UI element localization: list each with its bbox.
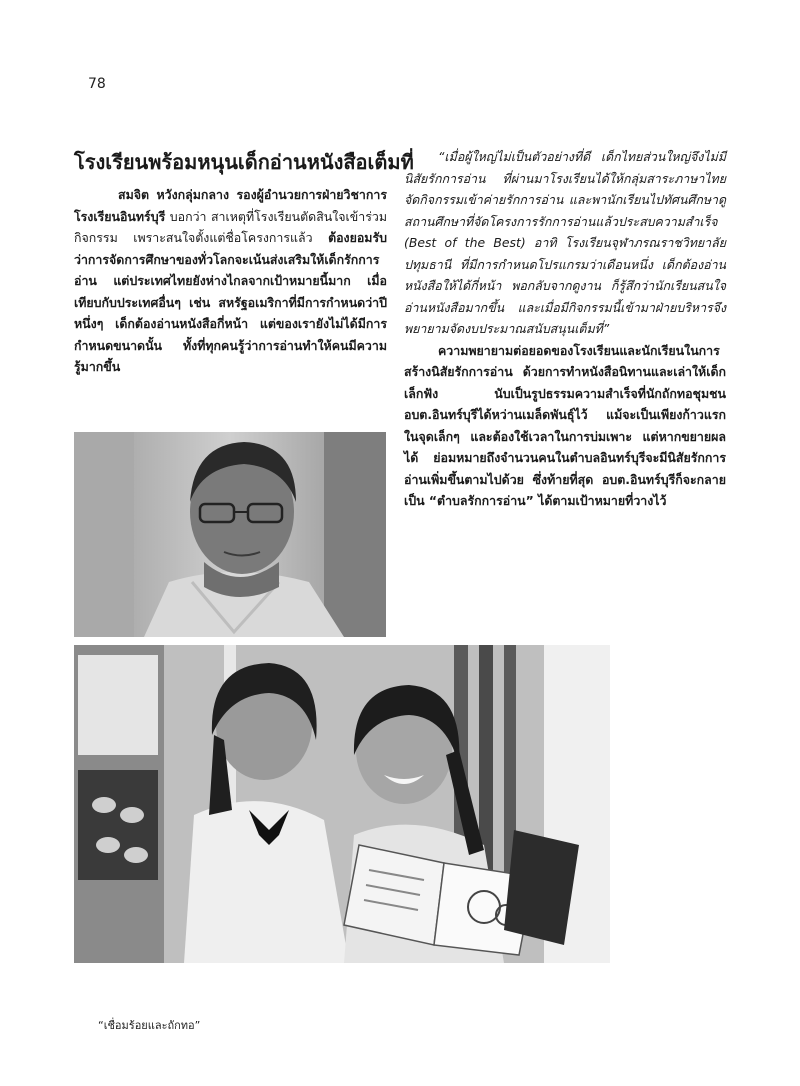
closing-paragraph: ความพยายามต่อยอดของโรงเรียนและนักเรียนในการสร้างนิสัยรักการอ่าน ด้วยการทำหนังสือนิทานและเล่าให้เด็กเล็กฟัง นับเป็นรูปธรรมความสำเร็จที่นักถักทอชุมชน อบต.อินทร์บุรีได้หว่านเมล็ดพันธุ์ไว้ แม้จะเป็นเพียงก้าวแรกในจุดเล็กๆ และต้องใช้เวลาในการบ่มเพาะ แต่หากขยายผลได้ ย่อมหมายถึงจำนวนคนในตำบลอินทร์บุรีจะมีนิสัยรักการอ่านเพิ่มขึ้นตามไปด้วย ซึ่งท้ายที่สุด อบต.อินทร์บุรีก็จะกลายเป็น “ตำบลรักการอ่าน” ได้ตามเป้าหมายที่วางไว้: [404, 342, 726, 508]
page-number: 78: [88, 76, 106, 92]
article-headline: โรงเรียนพร้อมหนุนเด็กอ่านหนังสือเต็มที่: [74, 150, 414, 174]
intro-normal-text: บอกว่า สาเหตุที่โรงเรียนตัดสินใจเข้าร่วมกิจกรรม เพราะสนใจตั้งแต่ชื่อโครงการแล้ว: [74, 208, 387, 245]
intro-bold-tail: ต้องยอมรับว่าการจัดการศึกษาของทั่วโลกจะเน้นส่งเสริมให้เด็กรักการอ่าน แต่ประเทศไทยยังห่างไกลจากเป้าหมายนี้มาก เมื่อเทียบกับประเทศอื่นๆ เช่น สหรัฐอเมริกาที่มีการกำหนดว่าปีหนึ่งๆ เด็กต้องอ่านหนังสือกี่หน้า แต่ของเรายังไม่ได้มีการกำหนดขนาดนั้น ทั้งที่ทุกคนรู้ว่าการอ่านทำให้คนมีความรู้มากขึ้น: [74, 230, 387, 374]
left-column: [74, 184, 387, 378]
intro-paragraph: [74, 184, 387, 378]
quote-paragraph: “เมื่อผู้ใหญ่ไม่เป็นตัวอย่างที่ดี เด็กไทยส่วนใหญ่จึงไม่มีนิสัยรักการอ่าน ที่ผ่านมาโรงเรียนได้ให้กลุ่มสาระภาษาไทยจัดกิจกรรมเข้าค่ายรักการอ่าน และพานักเรียนไปทัศนศึกษาดูสถานศึกษาที่จัดโครงการรักการอ่านแล้วประสบความสำเร็จ (Best of the Best) อาทิ โรงเรียนจุฬาภรณราชวิทยาลัย ปทุมธานี ที่มีการกำหนดโปรแกรมว่าเดือนหนึ่ง เด็กต้องอ่านหนังสือให้ได้กี่หน้า พอกลับจากดูงาน ก็รู้สึกว่านักเรียนสนใจอ่านหนังสือมากขึ้น และเมื่อมีกิจกรรมนี้เข้ามาฝ่ายบริหารจึงพยายามจัดงบประมาณสนับสนุนเต็มที่”: [404, 149, 726, 336]
intro-bold-lead: สมจิต หวังกลุ่มกลาง รองผู้อำนวยการฝ่ายวิชาการ โรงเรียนอินทร์บุรี: [74, 187, 387, 224]
right-column: [404, 146, 726, 512]
footer-title: “เชื่อมร้อยและถักทอ”: [98, 1019, 201, 1032]
photo-vice-director: [74, 432, 386, 637]
photo-students-reading: [74, 645, 610, 963]
